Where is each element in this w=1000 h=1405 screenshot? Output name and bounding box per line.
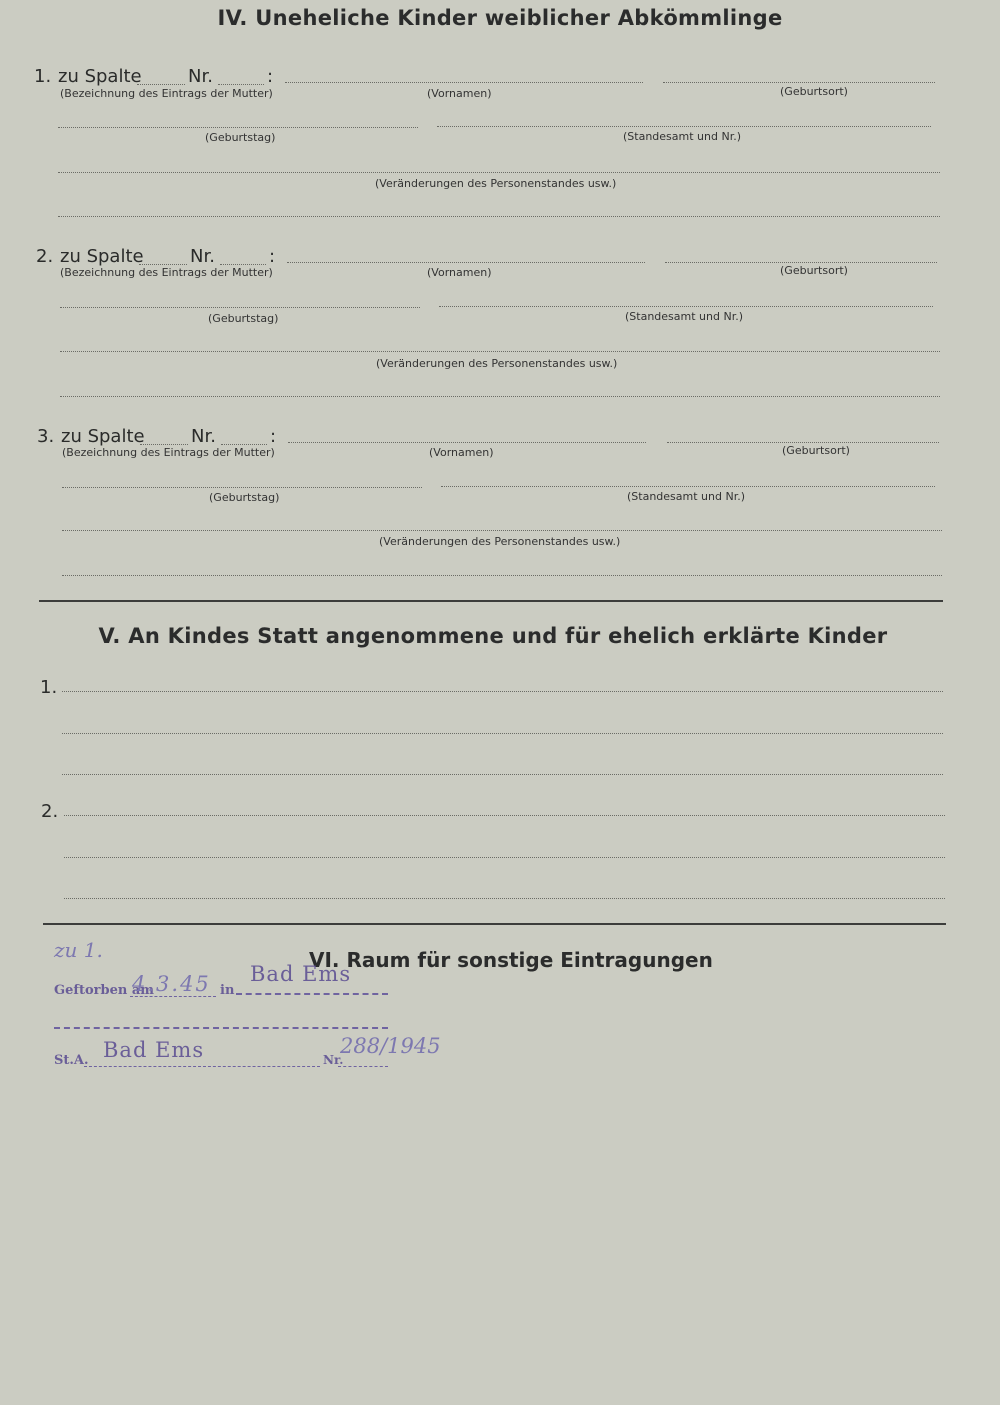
caption-geburtstag: (Geburtstag) [208, 312, 279, 325]
caption-geburtsort: (Geburtsort) [780, 264, 848, 277]
section-5-entry-2-line-3[interactable] [64, 898, 945, 899]
caption-bezeichnung: (Bezeichnung des Eintrags der Mutter) [60, 87, 273, 100]
geburtsort-field[interactable] [663, 82, 935, 83]
caption-vornamen: (Vornamen) [427, 87, 492, 100]
section-4-title: IV. Uneheliche Kinder weiblicher Abkömmlinge [217, 6, 783, 30]
stamp-separator [54, 1027, 388, 1029]
vornamen-field[interactable] [287, 262, 645, 263]
veraenderungen-field[interactable] [62, 530, 942, 531]
date-field-line [130, 996, 216, 997]
extra-line[interactable] [60, 396, 940, 397]
nr-label: Nr. [191, 426, 216, 447]
geburtstag-field[interactable] [60, 307, 420, 308]
section-5-entry-1-number: 1. [40, 677, 58, 698]
colon: : [269, 246, 276, 267]
caption-veraenderungen: (Veränderungen des Personenstandes usw.) [379, 535, 621, 548]
sta-field-line [84, 1066, 320, 1067]
section-divider [43, 923, 946, 925]
section-5-title: V. An Kindes Statt angenommene und für ehelich erklärte Kinder [98, 624, 888, 648]
section-5-entry-2-line-2[interactable] [64, 857, 945, 858]
veraenderungen-field[interactable] [58, 172, 940, 173]
place-field-line [236, 993, 388, 995]
entry-number: 1. [34, 66, 52, 87]
section-5-entry-1-line-1[interactable] [62, 691, 943, 692]
caption-geburtstag: (Geburtstag) [209, 491, 280, 504]
section-divider [39, 600, 943, 602]
veraenderungen-field[interactable] [60, 351, 940, 352]
extra-line[interactable] [58, 216, 940, 217]
caption-standesamt: (Standesamt und Nr.) [625, 310, 743, 323]
spalte-label: zu Spalte [58, 66, 142, 87]
spalte-field[interactable] [139, 264, 187, 265]
nr-field-line [338, 1066, 388, 1067]
handwritten-register-number: 288/1945 [340, 1034, 441, 1058]
spalte-label: zu Spalte [61, 426, 145, 447]
vornamen-field[interactable] [288, 442, 646, 443]
handwritten-date: 4.3.45 [132, 972, 211, 996]
geburtsort-field[interactable] [667, 442, 939, 443]
caption-geburtsort: (Geburtsort) [780, 85, 848, 98]
section-6-title: VI. Raum für sonstige Eintragungen [309, 948, 713, 972]
caption-bezeichnung: (Bezeichnung des Eintrags der Mutter) [60, 266, 273, 279]
standesamt-field[interactable] [441, 486, 935, 487]
caption-standesamt: (Standesamt und Nr.) [627, 490, 745, 503]
spalte-field[interactable] [137, 84, 185, 85]
nr-field[interactable] [221, 444, 267, 445]
standesamt-field[interactable] [439, 306, 933, 307]
geburtstag-field[interactable] [62, 487, 422, 488]
caption-vornamen: (Vornamen) [429, 446, 494, 459]
spalte-field[interactable] [140, 444, 188, 445]
nr-field[interactable] [218, 84, 264, 85]
caption-standesamt: (Standesamt und Nr.) [623, 130, 741, 143]
section-5-entry-1-line-3[interactable] [62, 774, 943, 775]
extra-line[interactable] [62, 575, 942, 576]
section-5-entry-2-number: 2. [41, 801, 59, 822]
entry-number: 2. [36, 246, 54, 267]
caption-veraenderungen: (Veränderungen des Personenstandes usw.) [375, 177, 617, 190]
caption-veraenderungen: (Veränderungen des Personenstandes usw.) [376, 357, 618, 370]
nr-label: Nr. [190, 246, 215, 267]
stamp-in-label: in [220, 983, 235, 998]
geburtsort-field[interactable] [665, 262, 937, 263]
handwritten-reference: zu 1. [54, 938, 103, 962]
entry-number: 3. [37, 426, 55, 447]
caption-geburtsort: (Geburtsort) [782, 444, 850, 457]
stamp-gestorben-label: Geftorben am [54, 983, 155, 998]
standesamt-field[interactable] [437, 126, 931, 127]
nr-label: Nr. [188, 66, 213, 87]
caption-vornamen: (Vornamen) [427, 266, 492, 279]
colon: : [267, 66, 274, 87]
stamp-place: Bad Ems [250, 962, 352, 986]
caption-bezeichnung: (Bezeichnung des Eintrags der Mutter) [62, 446, 275, 459]
geburtstag-field[interactable] [58, 127, 418, 128]
section-5-entry-2-line-1[interactable] [64, 815, 945, 816]
stamp-nr-label: Nr. [323, 1053, 344, 1067]
stamp-sta-place: Bad Ems [103, 1038, 205, 1062]
colon: : [270, 426, 277, 447]
vornamen-field[interactable] [285, 82, 643, 83]
caption-geburtstag: (Geburtstag) [205, 131, 276, 144]
stamp-sta-label: St.A. [54, 1053, 89, 1068]
spalte-label: zu Spalte [60, 246, 144, 267]
section-5-entry-1-line-2[interactable] [62, 733, 943, 734]
nr-field[interactable] [220, 264, 266, 265]
